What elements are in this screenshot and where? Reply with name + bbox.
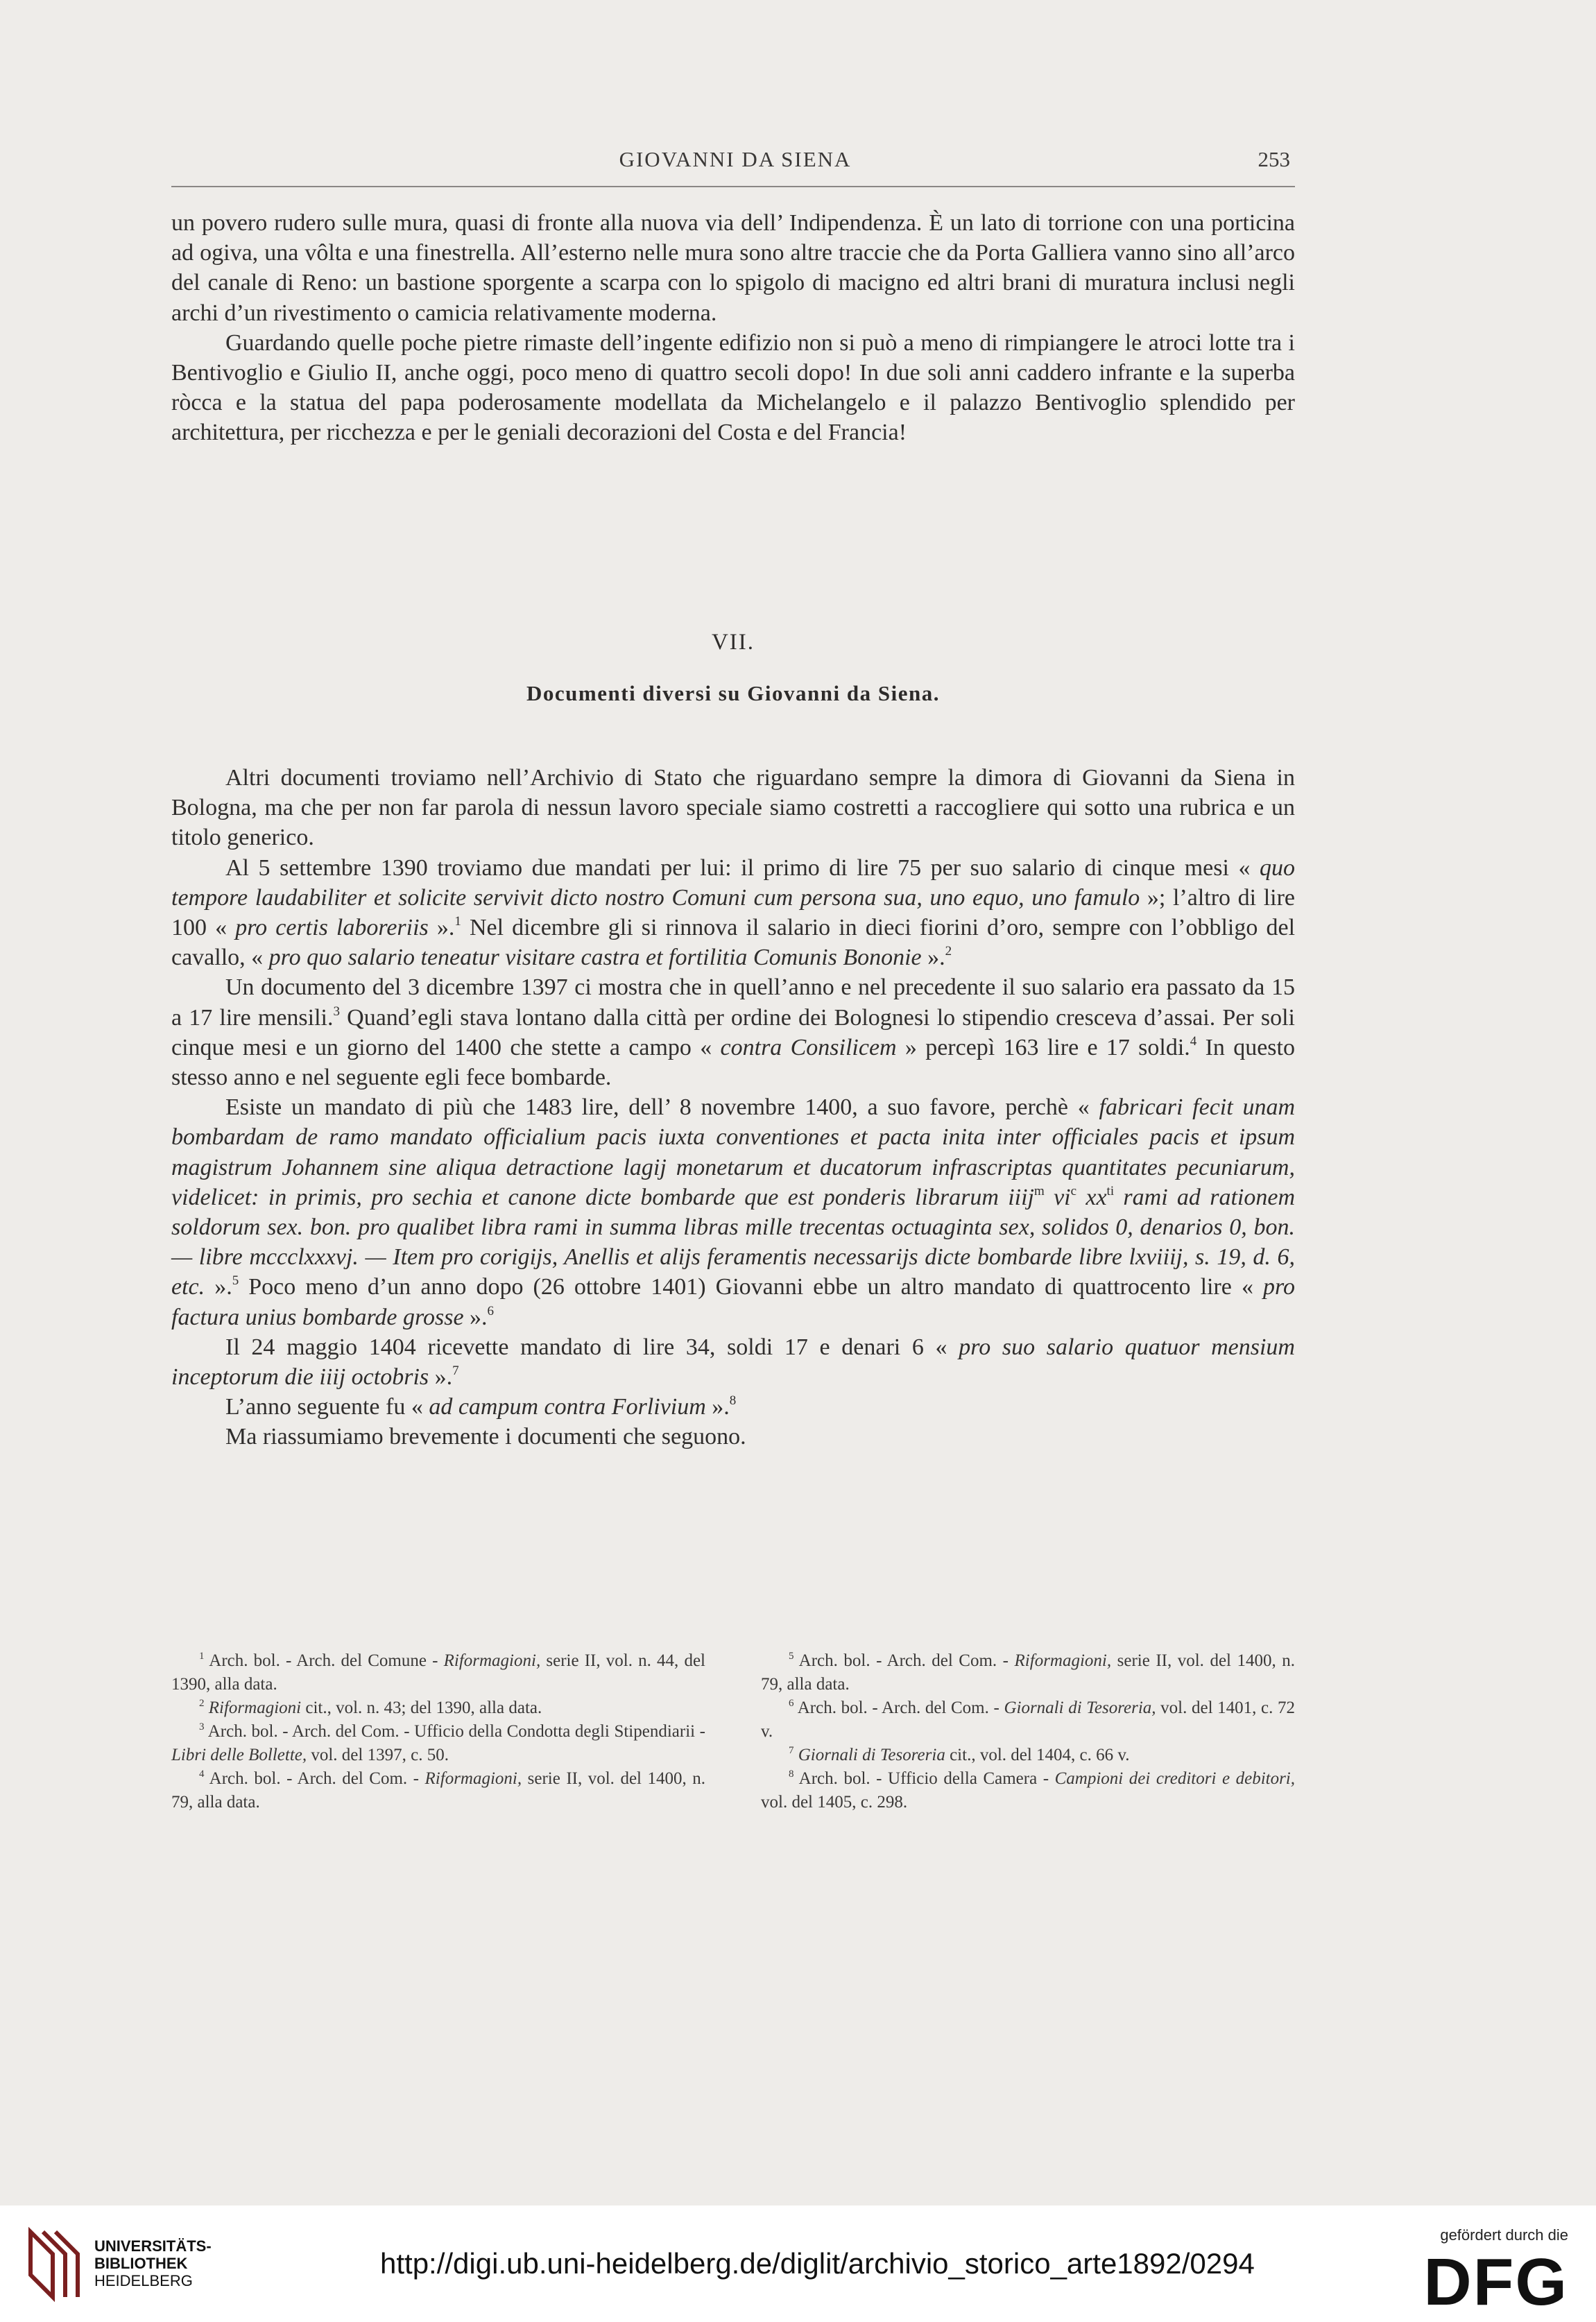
- footnote-number: 8: [789, 1769, 794, 1780]
- text-run: ».: [428, 915, 455, 941]
- permalink-url[interactable]: http://digi.ub.uni-heidelberg.de/diglit/archivio_storico_arte1892/0294: [380, 2247, 1255, 2280]
- superscript: c: [1070, 1183, 1077, 1198]
- header-rule: [171, 186, 1295, 187]
- text-run: Il 24 maggio 1404 ricevette mandato di lire 34, soldi 17 e denari 6 «: [225, 1334, 959, 1360]
- doc-paragraph-2: [171, 853, 1295, 973]
- text-run: ».: [463, 1304, 488, 1330]
- footnote: [171, 1720, 705, 1767]
- text-run: Arch. bol. - Arch. del Com. -: [798, 1651, 1015, 1670]
- section-text: [171, 763, 1295, 1452]
- footnote: [171, 1649, 705, 1696]
- text-run: Arch. bol. - Arch. del Com. -: [209, 1769, 425, 1788]
- italic-run: Riformagioni,: [443, 1651, 541, 1670]
- text-run: Quand’egli stava lontano dalla città per ordine dei Bolognesi lo stipendio cresceva d’assai. Per soli cinque mesi e un giorno del 1400 che stette a campo «: [171, 1004, 1295, 1060]
- footnote-ref: 6: [487, 1303, 495, 1318]
- text-run: Al 5 settembre 1390 troviamo due mandati per lui: il primo di lire 75 per suo salario di cinque mesi «: [225, 854, 1260, 881]
- university-library-logo-icon: [25, 2226, 86, 2303]
- library-name-line: HEIDELBERG: [94, 2272, 193, 2289]
- latin-quote: pro factura unius bombarde grosse: [171, 1274, 1295, 1330]
- footnote-number: 3: [199, 1721, 205, 1732]
- doc-paragraph-3: [171, 972, 1295, 1092]
- page-number: 253: [1258, 147, 1290, 171]
- italic-run: Giornali di Tesoreria: [798, 1746, 945, 1764]
- text-run: Nel dicembre gli si rinnova il salario in dieci fiorini d’oro, sempre con l’obbligo del cavallo, «: [171, 915, 1296, 971]
- text-run: cit., vol. n. 43; del 1390, alla data.: [301, 1699, 542, 1717]
- text-run: In questo stesso anno e nel seguente egli fece bombarde.: [171, 1034, 1295, 1091]
- latin-quote: pro certis laboreriis: [235, 915, 429, 941]
- italic-run: Giornali di Tesoreria,: [1004, 1699, 1156, 1717]
- text-run: ».: [705, 1394, 730, 1420]
- text-run: ».: [429, 1364, 453, 1391]
- running-head: [180, 147, 1290, 189]
- latin-quote: pro quo salario teneatur visitare castra et fortilitia Comunis Bononie: [268, 945, 922, 971]
- footnote-ref: 3: [333, 1004, 340, 1019]
- footnote-ref: 8: [729, 1393, 737, 1409]
- text-run: ».: [921, 945, 945, 971]
- latin-quote: pro suo salario quatuor mensium inceptorum die iiij octobris: [171, 1334, 1295, 1391]
- footnote-number: 1: [199, 1651, 205, 1662]
- footnotes-right-column: [761, 1649, 1295, 1814]
- section-number: VII.: [711, 630, 755, 655]
- latin-quote: xx: [1076, 1184, 1107, 1210]
- italic-run: Riformagioni,: [1014, 1651, 1112, 1670]
- footnote-number: 2: [199, 1698, 205, 1709]
- doc-paragraph-5: [171, 1332, 1295, 1392]
- footnote-ref: 4: [1190, 1033, 1197, 1049]
- text-run: cit., vol. del 1404, c. 66 v.: [945, 1746, 1130, 1764]
- italic-run: Campioni dei creditori e debitori,: [1054, 1769, 1296, 1788]
- footnotes: [171, 1649, 1295, 1814]
- section-title: Documenti diversi su Giovanni da Siena.: [526, 681, 940, 705]
- running-title: GIOVANNI DA SIENA: [619, 147, 852, 171]
- footnote: [761, 1744, 1295, 1767]
- dfg-logo: DFG: [1423, 2245, 1568, 2319]
- footnote-ref: 7: [452, 1364, 459, 1379]
- doc-paragraph-1: Altri documenti troviamo nell’Archivio di Stato che riguardano sempre la dimora di Giovanni da Siena in Bologna, ma che per non far parola di nessun lavoro speciale siamo costretti a raccogliere qui sotto una rubrica e un titolo generico.: [171, 765, 1295, 851]
- superscript: ti: [1106, 1183, 1115, 1198]
- text-run: serie II, vol. n. 44, del 1390, alla data.: [171, 1651, 705, 1694]
- footnote: [761, 1649, 1295, 1696]
- library-name: [94, 2237, 212, 2289]
- italic-run: Riformagioni: [208, 1699, 302, 1717]
- footnote-ref: 2: [945, 944, 952, 959]
- footnote-ref: 5: [232, 1273, 239, 1289]
- intro-paragraph-1: un povero rudero sulle mura, quasi di fronte alla nuova via dell’ Indipendenza. È un lato di torrione con una porticina ad ogiva, una vôlta e una finestrella. All’esterno nelle mura sono altre traccie che da Porta Galliera vanno sino all’arco del canale di Reno: un bastione sporgente a scarpa con lo spigolo di macigno ed altri brani di muratura inclusi negli archi d’un rivestimento o camicia relativamente moderna.: [171, 210, 1295, 326]
- doc-paragraph-6: [171, 1392, 1295, 1422]
- text-run: Arch. bol. - Arch. del Comune -: [209, 1651, 444, 1670]
- footnote-number: 4: [199, 1769, 205, 1780]
- text-run: »; l’altro di lire 100 «: [171, 884, 1295, 941]
- footnote-number: 7: [789, 1745, 794, 1756]
- intro-text: [171, 208, 1295, 448]
- text-run: serie II, vol. del 1400, n. 79, alla data.: [761, 1651, 1295, 1694]
- text-run: Arch. bol. - Arch. del Com. - Ufficio della Condotta degli Stipendiarii -: [207, 1722, 706, 1741]
- library-name-line: BIBLIOTHEK: [94, 2255, 188, 2272]
- doc-paragraph-7: Ma riassumiamo brevemente i documenti che seguono.: [225, 1424, 746, 1450]
- text-run: ».: [205, 1274, 232, 1300]
- text-run: Esiste un mandato di più che 1483 lire, dell’ 8 novembre 1400, a suo favore, perchè «: [225, 1094, 1099, 1121]
- latin-quote: quo tempore laudabiliter et solicite servivit dicto nostro Comuni cum persona sua, uno equo, uno famulo: [171, 854, 1295, 911]
- text-run: vol. del 1405, c. 298.: [761, 1793, 908, 1812]
- footnote: [761, 1767, 1295, 1814]
- superscript: m: [1034, 1183, 1045, 1198]
- text-run: Arch. bol. - Arch. del Com. -: [797, 1699, 1004, 1717]
- latin-quote: rami ad rationem soldorum sex. bon. pro qualibet libra rami in summa libras mille trecentas octuaginta sex, solidos 0, denarios 0, bon. — libre mccclxxxvj. — Item pro corigijs, Anellis et alijs feramentis necessarijs dicte bombarde libre lxviiij, s. 19, d. 6, etc.: [171, 1184, 1296, 1300]
- text-run: Un documento del 3 dicembre 1397 ci mostra che in quell’anno e nel precedente il suo salario era passato da 15 a 17 lire mensili.: [171, 974, 1295, 1031]
- text-run: » percepì 163 lire e 17 soldi.: [896, 1034, 1190, 1060]
- latin-quote: fabricari fecit unam bombardam de ramo mandato officialium pacis iuxta conventiones et pacta inita inter officiales pacis et ipsum magistrum Johannem sine aliqua detractione lagij monetarum et ducatorum infrascriptas quantitates pecuniarum, videlicet: in primis, pro sechia et canone dicte bombarde que est ponderis librarum iiij: [171, 1094, 1295, 1210]
- library-name-line: UNIVERSITÄTS-: [94, 2237, 212, 2255]
- text-run: vol. del 1401, c. 72 v.: [761, 1699, 1295, 1741]
- text-run: serie II, vol. del 1400, n. 79, alla data.: [171, 1769, 705, 1812]
- footnote-number: 6: [789, 1698, 794, 1709]
- text-run: vol. del 1397, c. 50.: [307, 1746, 449, 1764]
- viewer-footer: [0, 2205, 1596, 2322]
- footnote-ref: 1: [454, 914, 461, 929]
- intro-paragraph-2: Guardando quelle poche pietre rimaste dell’ingente edifizio non si può a meno di rimpiangere le atroci lotte tra i Bentivoglio e Giulio II, anche oggi, poco meno di quattro secoli dopo! In due soli anni caddero infrante e la superba ròcca e la statua del papa poderosamente modellata da Michelangelo e il palazzo Bentivoglio splendido per architettura, per ricchezza e per le geniali decorazioni del Costa e del Francia!: [171, 329, 1295, 446]
- footnote: [171, 1696, 705, 1720]
- italic-run: Riformagioni,: [424, 1769, 522, 1788]
- text-run: Arch. bol. - Ufficio della Camera -: [798, 1769, 1055, 1788]
- footnote: [761, 1696, 1295, 1744]
- latin-quote: vi: [1044, 1184, 1071, 1210]
- italic-run: Libri delle Bollette,: [171, 1746, 307, 1764]
- latin-quote: contra Consilicem: [720, 1034, 897, 1060]
- doc-paragraph-4: [171, 1092, 1295, 1332]
- latin-quote: ad campum contra Forlivium: [429, 1394, 706, 1420]
- text-run: Poco meno d’un anno dopo (26 ottobre 1401) Giovanni ebbe un altro mandato di quattrocento lire «: [239, 1274, 1264, 1300]
- footnote-number: 5: [789, 1651, 794, 1662]
- footnotes-left-column: [171, 1649, 705, 1814]
- footnote: [171, 1767, 705, 1814]
- text-run: L’anno seguente fu «: [225, 1394, 429, 1420]
- funding-note: gefördert durch die: [1440, 2226, 1568, 2244]
